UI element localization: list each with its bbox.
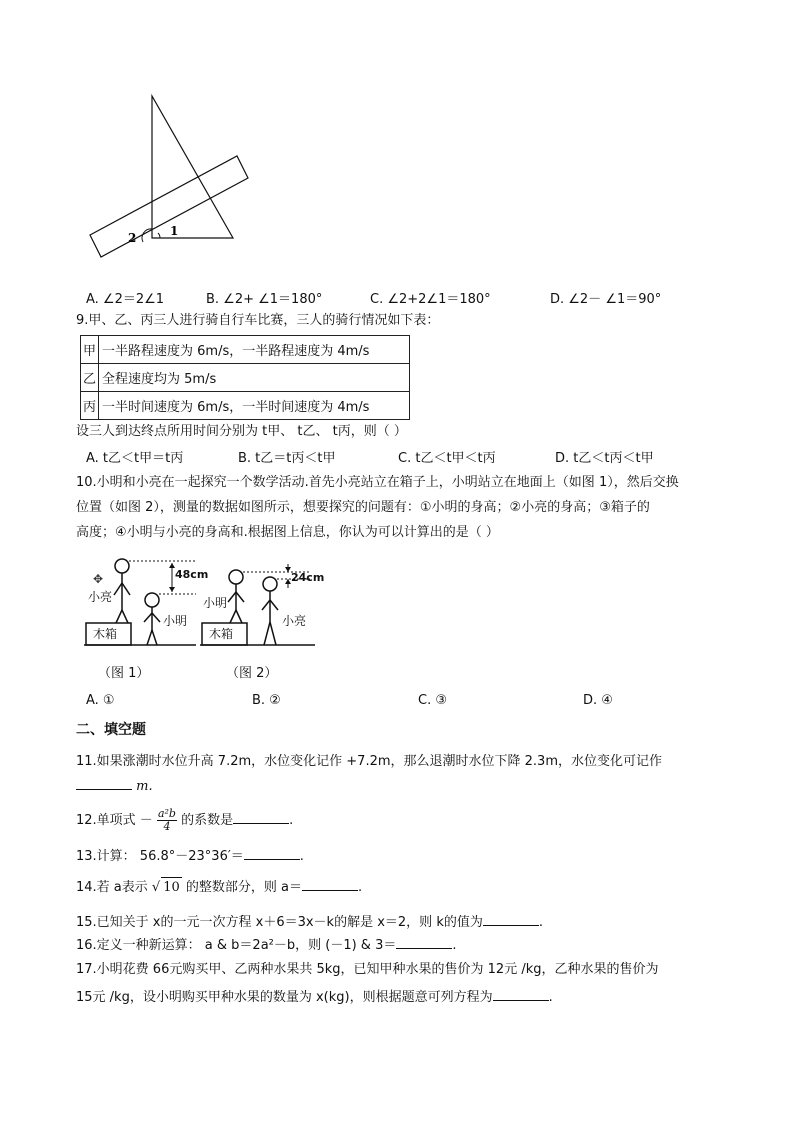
q12-numerator: a²b bbox=[157, 807, 176, 820]
svg-text:✥: ✥ bbox=[93, 572, 104, 586]
q8-option-d[interactable]: D. ∠2－ ∠1＝90° bbox=[550, 292, 662, 307]
q12-end: . bbox=[289, 813, 294, 828]
q14-before: 14.若 a表示 bbox=[76, 880, 148, 895]
q14-after: 的整数部分，则 a＝ bbox=[185, 880, 303, 895]
fig1-name-ground: 小明 bbox=[163, 614, 188, 628]
answer-blank[interactable] bbox=[302, 876, 358, 891]
table-cell-who: 甲 bbox=[81, 336, 99, 364]
q15-end: . bbox=[538, 915, 543, 930]
q10-line-2: 位置（如图 2），测量的数据如图所示，想要探究的问题有：①小明的身高；②小亮的身高；③箱子的 bbox=[76, 500, 650, 515]
q9-option-a[interactable]: A. t乙＜t甲＝t丙 bbox=[86, 451, 184, 466]
q11-unit: m. bbox=[136, 779, 153, 794]
q8-figure bbox=[80, 90, 260, 260]
table-cell-desc: 一半路程速度为 6m/s，一半路程速度为 4m/s bbox=[99, 336, 410, 364]
q10-line-3: 高度；④小明与小亮的身高和.根据图上信息，你认为可以计算出的是（ ） bbox=[76, 525, 499, 540]
q9-question: 设三人到达终点所用时间分别为 t甲、 t乙、 t丙，则（ ） bbox=[76, 424, 407, 439]
table-cell-who: 乙 bbox=[81, 364, 99, 392]
q16-line bbox=[76, 934, 457, 956]
q10-line-1: 10.小明和小亮在一起探究一个数学活动.首先小亮站立在箱子上，小明站立在地面上（如图 1），然后交换 bbox=[76, 475, 679, 490]
fig2-name-top: 小明 bbox=[203, 596, 228, 610]
angle-1-arc bbox=[158, 233, 160, 238]
triangle-shape bbox=[152, 96, 233, 238]
q12-after: 的系数是 bbox=[181, 813, 234, 828]
q10-option-d[interactable]: D. ④ bbox=[583, 693, 613, 708]
table-cell-desc: 全程速度均为 5m/s bbox=[99, 364, 410, 392]
q12-before: 12.单项式 － bbox=[76, 813, 153, 828]
q14-line bbox=[76, 876, 362, 898]
table-row bbox=[81, 364, 410, 392]
fig2-measure-label: 24cm bbox=[291, 571, 325, 584]
fig2-name-ground: 小亮 bbox=[282, 614, 307, 628]
q17-text: 15元 /kg，设小明购买甲种水果的数量为 x(kg)，则根据题意可列方程为 bbox=[76, 990, 493, 1005]
q10-option-c[interactable]: C. ③ bbox=[418, 693, 447, 708]
q12-line bbox=[76, 808, 293, 833]
q14-radicand: 10 bbox=[161, 877, 182, 898]
fig1-name-top: 小亮 bbox=[88, 590, 113, 604]
q9-stem: 9.甲、乙、丙三人进行骑自行车比赛，三人的骑行情况如下表： bbox=[76, 313, 440, 328]
q17-line-1: 17.小明花费 66元购买甲、乙两种水果共 5kg，已知甲种水果的售价为 12元 /kg，乙种水果的售价为 bbox=[76, 962, 659, 977]
q9-option-d[interactable]: D. t乙＜t丙＜t甲 bbox=[555, 451, 654, 466]
answer-blank[interactable] bbox=[233, 809, 289, 824]
q13-end: . bbox=[299, 849, 304, 864]
fig1-box-label: 木箱 bbox=[93, 627, 118, 641]
fig1-caption: （图 1） bbox=[98, 666, 150, 681]
answer-blank[interactable] bbox=[493, 986, 549, 1001]
q13-line bbox=[76, 845, 304, 867]
angle-2-label: 2 bbox=[128, 231, 137, 245]
q8-option-a[interactable]: A. ∠2＝2∠1 bbox=[86, 292, 165, 307]
q14-end: . bbox=[358, 880, 363, 895]
q10-option-b[interactable]: B. ② bbox=[252, 693, 281, 708]
q17-line-2 bbox=[76, 986, 553, 1008]
q12-denominator: 4 bbox=[163, 820, 171, 833]
q15-text: 15.已知关于 x的一元一次方程 x＋6＝3x－k的解是 x＝2，则 k的值为 bbox=[76, 915, 483, 930]
fig1-measure-label: 48cm bbox=[175, 568, 209, 581]
q11-line-2 bbox=[76, 775, 153, 797]
answer-blank[interactable] bbox=[483, 911, 539, 926]
table-row bbox=[81, 336, 410, 364]
fig2-box-label: 木箱 bbox=[209, 627, 234, 641]
q16-end: . bbox=[452, 938, 457, 953]
section-title: 二、填空题 bbox=[76, 722, 146, 738]
q17-end: . bbox=[548, 990, 553, 1005]
q9-speed-table bbox=[80, 335, 410, 420]
answer-blank[interactable] bbox=[396, 934, 452, 949]
table-row bbox=[81, 392, 410, 420]
answer-blank[interactable] bbox=[76, 775, 132, 790]
q16-text: 16.定义一种新运算： a & b＝2a²－b，则 (－1) & 3＝ bbox=[76, 938, 397, 953]
ruler-strip bbox=[90, 156, 248, 257]
q13-text: 13.计算： 56.8°－23°36′＝ bbox=[76, 849, 244, 864]
q8-option-b[interactable]: B. ∠2+ ∠1＝180° bbox=[206, 292, 323, 307]
answer-blank[interactable] bbox=[244, 845, 300, 860]
q11-line-1: 11.如果涨潮时水位升高 7.2m，水位变化记作 +7.2m，那么退潮时水位下降 2.3m，水位变化可记作 bbox=[76, 754, 662, 769]
fig2-caption: （图 2） bbox=[226, 666, 278, 681]
q10-option-a[interactable]: A. ① bbox=[86, 693, 115, 708]
sqrt-symbol-icon: √ bbox=[151, 880, 161, 895]
q9-option-c[interactable]: C. t乙＜t甲＜t丙 bbox=[398, 451, 496, 466]
angle-1-label: 1 bbox=[170, 224, 179, 238]
table-cell-desc: 一半时间速度为 6m/s，一半时间速度为 4m/s bbox=[99, 392, 410, 420]
q9-option-b[interactable]: B. t乙＝t丙＜t甲 bbox=[238, 451, 336, 466]
q12-fraction bbox=[157, 808, 177, 833]
q8-option-c[interactable]: C. ∠2+2∠1＝180° bbox=[370, 292, 491, 307]
q15-line bbox=[76, 911, 543, 933]
table-cell-who: 丙 bbox=[81, 392, 99, 420]
